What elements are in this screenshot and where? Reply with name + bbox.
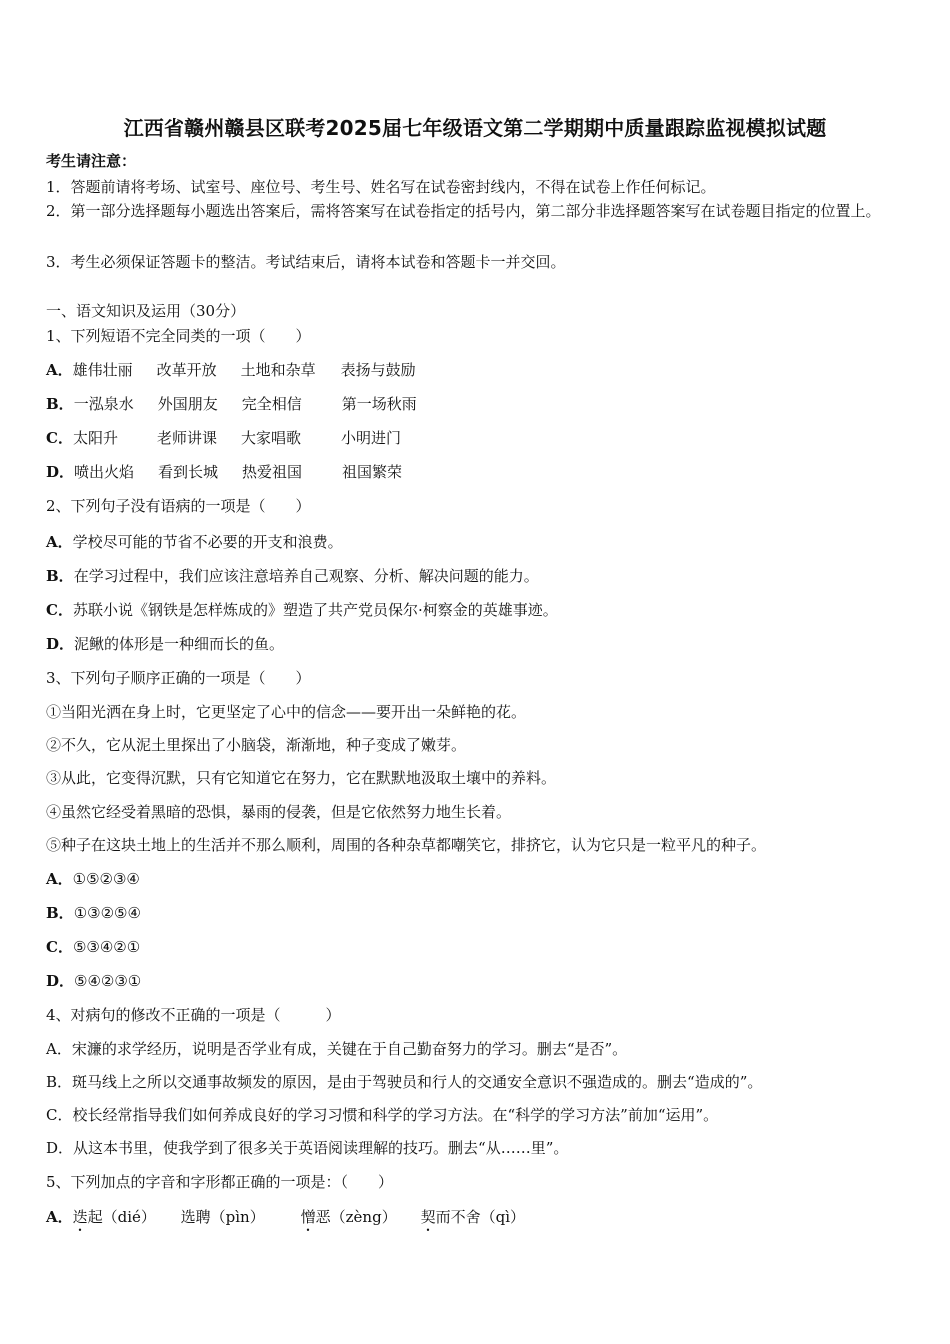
option-item: 表扬与鼓励 [340, 361, 416, 379]
option-text: ⑤③④②① [72, 938, 141, 956]
question-3-option-d [46, 971, 141, 991]
option-item: 土地和杂草 [240, 361, 316, 379]
option-label: A． [46, 1208, 73, 1226]
question-4-option: D．从这本书里，使我学到了很多关于英语阅读理解的技巧。删去“从……里”。 [46, 1139, 569, 1157]
question-2-option-b [46, 566, 539, 586]
option-label: D． [46, 463, 75, 481]
question-2-option-c [46, 600, 558, 620]
option-label: A． [46, 361, 73, 379]
question-3-sentence: ③从此，它变得沉默，只有它知道它在努力，它在默默地汲取土壤中的养料。 [46, 769, 557, 787]
question-4-stem: 4、对病句的修改不正确的一项是（ ） [46, 1006, 341, 1024]
notice-item: 3．考生必须保证答题卡的整洁。考试结束后，请将本试卷和答题卡一并交回。 [46, 253, 566, 271]
option-label: B． [46, 395, 74, 413]
notice-heading: 考生请注意： [46, 152, 137, 170]
question-3-sentence: ②不久，它从泥土里探出了小脑袋，渐渐地，种子变成了嫩芽。 [46, 736, 467, 754]
question-5-option-a [46, 1207, 525, 1235]
dotted-char: 契 [420, 1208, 436, 1226]
question-1-option-b [46, 394, 417, 414]
question-3-sentence: ①当阳光洒在身上时，它更坚定了心中的信念——要开出一朵鲜艳的花。 [46, 703, 527, 721]
option-text: ①⑤②③④ [72, 870, 140, 888]
question-2-option-d [46, 634, 284, 654]
option-text: 学校尽可能的节省不必要的开支和浪费。 [72, 533, 343, 551]
option-label: D． [46, 635, 75, 653]
option-item: 小明进门 [340, 429, 401, 447]
option-item: 太阳升 [72, 429, 118, 447]
question-1-stem: 1、下列短语不完全同类的一项（ ） [46, 327, 311, 345]
option-text: ⑤④②③① [74, 972, 142, 990]
option-text: 苏联小说《钢铁是怎样炼成的》塑造了共产党员保尔·柯察金的英雄事迹。 [72, 601, 558, 619]
option-item: 老师讲课 [156, 429, 217, 447]
section-heading: 一、语文知识及运用（30分） [46, 302, 246, 320]
dotted-char: 迭 [72, 1208, 88, 1226]
option-label: C． [46, 601, 73, 619]
question-3-sentence: ⑤种子在这块土地上的生活并不那么顺利，周围的各种杂草都嘲笑它，排挤它，认为它只是一粒平凡的种子。 [46, 836, 767, 854]
option-item [181, 1207, 301, 1227]
option-label: B． [46, 567, 74, 585]
option-text: 在学习过程中，我们应该注意培养自己观察、分析、解决问题的能力。 [73, 567, 539, 585]
question-4-option: A．宋濂的求学经历，说明是否学业有成，关键在于自己勤奋努力的学习。删去“是否”。 [46, 1040, 628, 1058]
option-label: C． [46, 938, 73, 956]
option-label: B． [46, 904, 74, 922]
question-2-stem: 2、下列句子没有语病的一项是（ ） [46, 497, 311, 515]
question-4-option: C．校长经常指导我们如何养成良好的学习习惯和科学的学习方法。在“科学的学习方法”前加“运用”。 [46, 1106, 719, 1124]
question-3-sentence: ④虽然它经受着黑暗的恐惧，暴雨的侵袭，但是它依然努力地生长着。 [46, 803, 512, 821]
option-item [301, 1207, 421, 1235]
question-3-option-b [46, 903, 141, 923]
option-item: 第一场秋雨 [341, 395, 417, 413]
option-item [73, 1207, 181, 1235]
option-item: 完全相信 [241, 395, 302, 413]
option-item: 改革开放 [156, 361, 217, 379]
notice-item: 1．答题前请将考场、试室号、座位号、考生号、姓名写在试卷密封线内，不得在试卷上作任何标记。 [46, 178, 716, 196]
page-title: 江西省赣州赣县区联考2025届七年级语文第二学期期中质量跟踪监视模拟试题 [123, 116, 827, 140]
question-5-stem: 5、下列加点的字音和字形都正确的一项是：（ ） [46, 1173, 394, 1191]
option-text: ①③②⑤④ [73, 904, 141, 922]
option-item: 热爱祖国 [242, 463, 303, 481]
option-item [421, 1207, 525, 1235]
question-1-option-c [46, 428, 401, 448]
notice-item: 2．第一部分选择题每小题选出答案后，需将答案写在试卷指定的括号内，第二部分非选择题答案写在试卷题目指定的位置上。 [46, 202, 881, 220]
dotted-char: 憎 [300, 1208, 316, 1226]
option-item-text: 恶（zèng） [315, 1208, 397, 1226]
option-label: A． [46, 870, 73, 888]
question-3-stem: 3、下列句子顺序正确的一项是（ ） [46, 669, 311, 687]
option-item: 大家唱歌 [240, 429, 301, 447]
option-item-text: 而不舍（qì） [435, 1208, 526, 1226]
question-1-option-a [46, 360, 416, 380]
option-item: 看到长城 [158, 463, 219, 481]
option-item: 雄伟壮丽 [72, 361, 133, 379]
option-text: 泥鳅的体形是一种细而长的鱼。 [74, 635, 285, 653]
question-3-option-c [46, 937, 140, 957]
option-item: 喷出火焰 [74, 463, 135, 481]
option-item: 外国朋友 [157, 395, 218, 413]
option-label: D． [46, 972, 75, 990]
question-4-option: B．斑马线上之所以交通事故频发的原因，是由于驾驶员和行人的交通安全意识不强造成的。删去“造成的”。 [46, 1073, 763, 1091]
option-label: C． [46, 429, 73, 447]
question-1-option-d [46, 462, 402, 482]
option-item: 一泓泉水 [73, 395, 134, 413]
option-item: 祖国繁荣 [342, 463, 403, 481]
option-item-text: 起（dié） [87, 1208, 156, 1226]
option-label: A． [46, 533, 73, 551]
option-item-text: 选聘（pìn） [180, 1208, 265, 1226]
question-2-option-a [46, 532, 343, 552]
question-3-option-a [46, 869, 140, 889]
